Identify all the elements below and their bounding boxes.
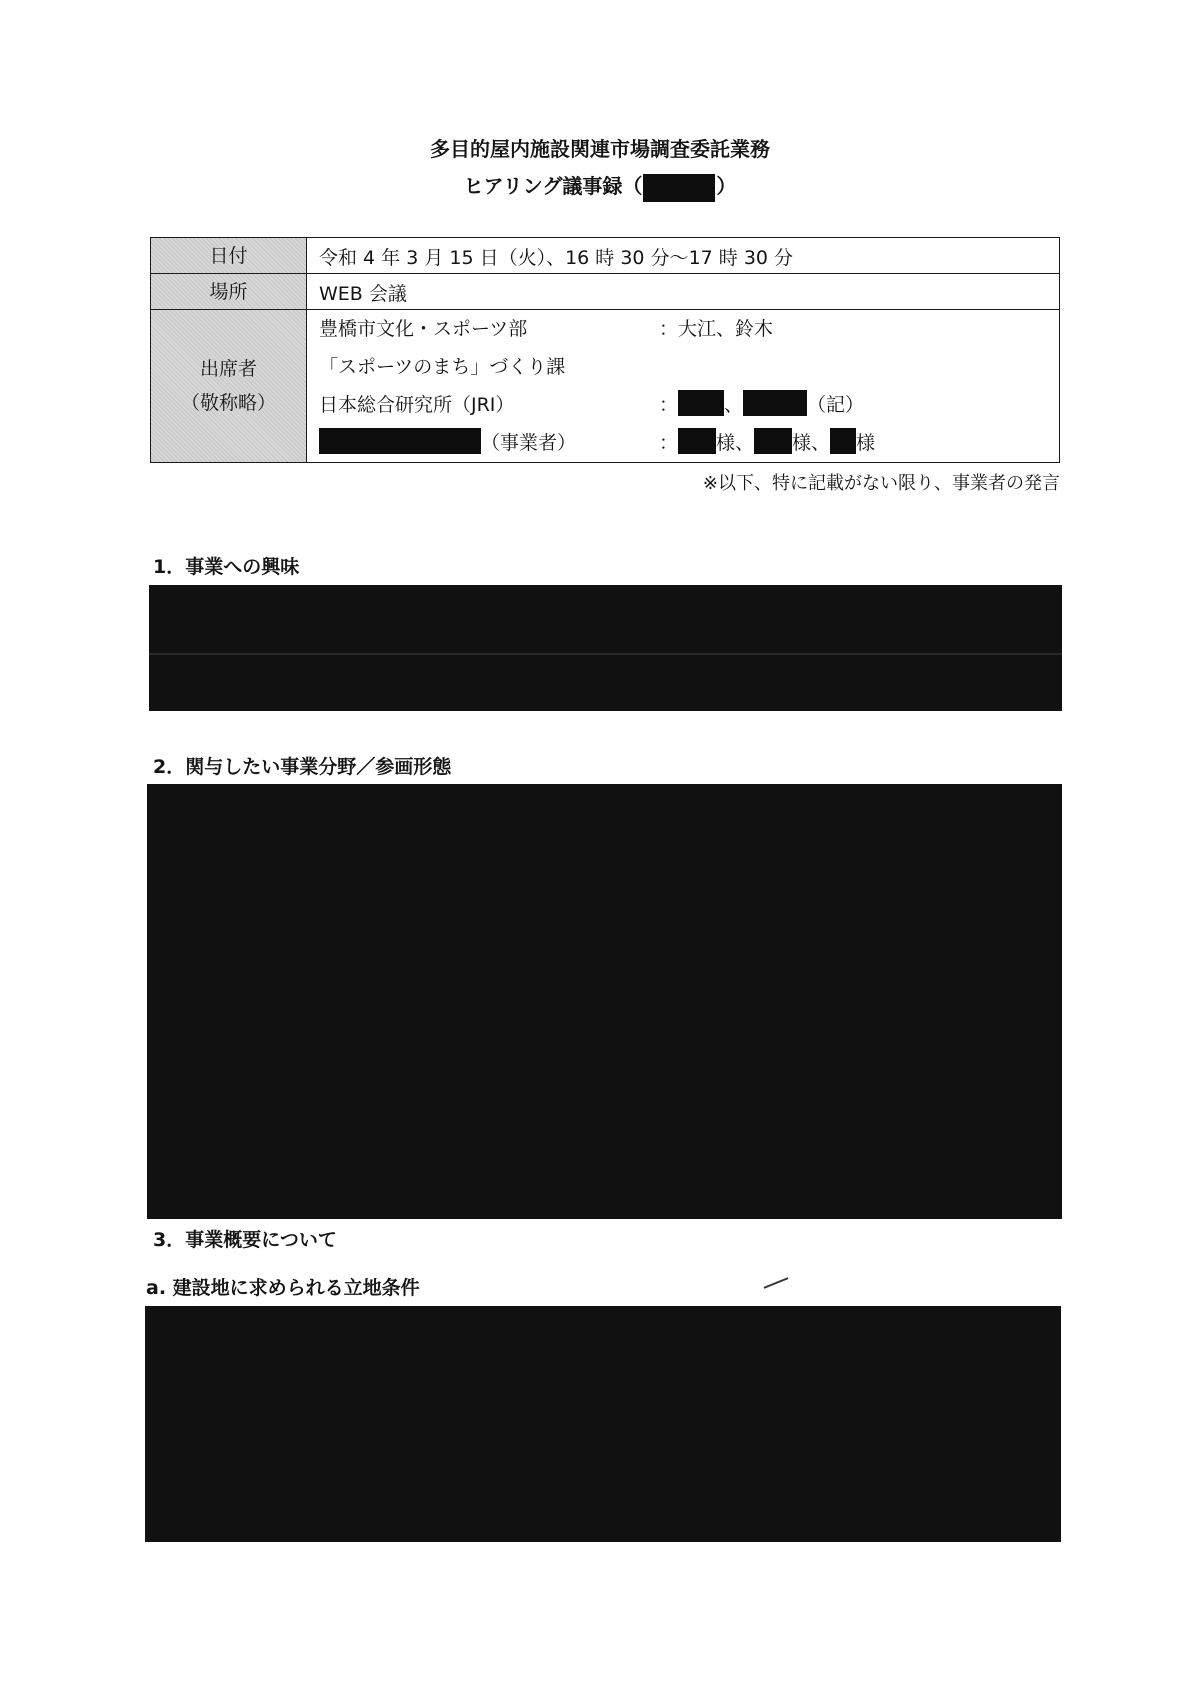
redaction-block (643, 174, 715, 202)
attendees-label-note: （敬称略） (180, 392, 276, 414)
attendee-row (319, 424, 1049, 460)
attendee-org (319, 428, 576, 455)
speaker-note: ※以下、特に記載がない限り、事業者の発言 (702, 473, 1060, 494)
attendees-label-cell (151, 310, 307, 462)
pen-mark (764, 1277, 789, 1289)
attendee-org: 豊橋市文化・スポーツ部 (319, 318, 528, 340)
redaction-block (147, 784, 1062, 1219)
subtitle-suffix: ） (716, 174, 737, 198)
names-suffix: （記） (807, 394, 865, 416)
attendees-label: 出席者 (199, 358, 257, 380)
redaction-block (319, 428, 481, 454)
place-value-cell (307, 274, 1059, 309)
honorific: 様 (856, 432, 876, 454)
place-label: 場所 (209, 280, 248, 303)
section-heading: 2．関与したい事業分野／参画形態 (153, 756, 452, 778)
place-value: WEB 会議 (319, 283, 407, 305)
names-prefix: ： (659, 432, 679, 454)
attendees-value-cell (307, 310, 1059, 462)
date-value: 令和 4 年 3 月 15 日（火）、16 時 30 分～17 時 30 分 (319, 247, 794, 269)
date-value-cell (307, 238, 1059, 273)
honorific: 様、 (792, 432, 831, 454)
names-separator: 、 (724, 394, 744, 416)
meeting-info-table (150, 237, 1060, 463)
redaction-seam (149, 653, 1062, 655)
attendee-row (319, 386, 1049, 422)
date-label-cell (151, 238, 307, 273)
section-heading: 1．事業への興味 (153, 556, 300, 578)
attendee-names: ：大江、鈴木 (659, 318, 774, 340)
attendee-names (659, 428, 875, 455)
redaction-block (145, 1306, 1061, 1542)
redaction-block (830, 428, 856, 454)
attendee-names (659, 390, 864, 417)
subtitle-prefix: ヒアリング議事録（ (463, 174, 643, 198)
redaction-block (678, 428, 716, 454)
section-heading: 3．事業概要について (153, 1229, 337, 1251)
document-subtitle (0, 170, 1200, 202)
attendee-row (319, 348, 1049, 384)
attendee-org: 日本総合研究所（JRI） (319, 394, 515, 416)
names-prefix: ： (659, 394, 679, 416)
honorific: 様、 (716, 432, 755, 454)
date-label: 日付 (209, 244, 248, 267)
redaction-block (754, 428, 792, 454)
redaction-block (678, 390, 724, 416)
place-label-cell (151, 274, 307, 309)
document-title: 多目的屋内施設関連市場調査委託業務 (430, 137, 770, 161)
subsection-heading: a. 建設地に求められる立地条件 (146, 1277, 420, 1299)
attendee-row (319, 310, 1049, 346)
attendee-org: 「スポーツのまち」づくり課 (319, 356, 566, 378)
redaction-block (149, 585, 1062, 711)
redaction-block (743, 390, 807, 416)
org-suffix: （事業者） (481, 432, 577, 454)
